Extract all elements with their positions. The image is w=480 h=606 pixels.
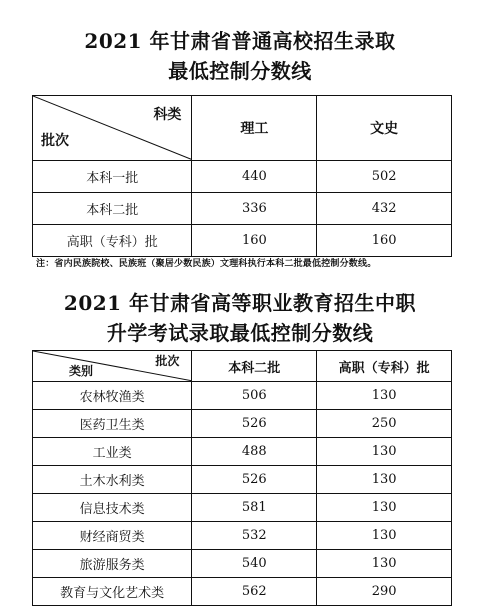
score-cell: 130 <box>317 494 452 522</box>
table-header-row <box>33 96 452 161</box>
score-cell: 440 <box>192 161 317 193</box>
doc-title-2-line-1: 2021 年甘肃省高等职业教育招生中职 <box>63 291 417 315</box>
header-vocational-batch: 高职（专科）批 <box>317 351 452 382</box>
row-name: 教育与文化艺术类 <box>33 578 192 606</box>
score-cell: 532 <box>192 522 317 550</box>
table-header-row <box>33 351 452 382</box>
diagonal-header-cell <box>33 351 192 382</box>
row-name: 高职（专科）批 <box>33 225 192 257</box>
header-batch-label: 批次 <box>41 133 69 149</box>
header-science: 理工 <box>192 96 317 161</box>
score-cell: 506 <box>192 382 317 410</box>
table-row <box>33 161 452 193</box>
doc-title-1-line-2: 最低控制分数线 <box>168 59 312 83</box>
row-name: 本科二批 <box>33 193 192 225</box>
doc-title-1-line-1: 2021 年甘肃省普通高校招生录取 <box>84 29 396 53</box>
table-row <box>33 438 452 466</box>
row-name: 本科一批 <box>33 161 192 193</box>
header-category-label: 类别 <box>69 364 94 378</box>
score-table-vocational <box>32 350 452 606</box>
table-row <box>33 193 452 225</box>
score-cell: 130 <box>317 438 452 466</box>
row-name: 信息技术类 <box>33 494 192 522</box>
score-cell: 336 <box>192 193 317 225</box>
row-name: 工业类 <box>33 438 192 466</box>
score-cell: 432 <box>317 193 452 225</box>
table-row <box>33 382 452 410</box>
table-row <box>33 410 452 438</box>
score-cell: 250 <box>317 410 452 438</box>
header-batch-label: 批次 <box>155 354 180 368</box>
score-cell: 581 <box>192 494 317 522</box>
score-cell: 526 <box>192 410 317 438</box>
table-row <box>33 225 452 257</box>
score-cell: 160 <box>192 225 317 257</box>
score-cell: 526 <box>192 466 317 494</box>
score-cell: 130 <box>317 522 452 550</box>
header-undergrad-batch-2: 本科二批 <box>192 351 317 382</box>
diagonal-header-cell <box>33 96 192 161</box>
table-row <box>33 522 452 550</box>
score-cell: 562 <box>192 578 317 606</box>
score-cell: 130 <box>317 466 452 494</box>
row-name: 医药卫生类 <box>33 410 192 438</box>
score-cell: 130 <box>317 550 452 578</box>
header-subject-label: 科类 <box>153 107 182 123</box>
score-cell: 488 <box>192 438 317 466</box>
table-row <box>33 578 452 606</box>
table-note: 注：省内民族院校、民族班（聚居少数民族）文理科执行本科二批最低控制分数线。 <box>36 259 377 269</box>
doc-title-2-line-2: 升学考试录取最低控制分数线 <box>106 321 374 345</box>
table-row <box>33 494 452 522</box>
row-name: 旅游服务类 <box>33 550 192 578</box>
score-cell: 160 <box>317 225 452 257</box>
row-name: 土木水利类 <box>33 466 192 494</box>
header-liberal-arts: 文史 <box>317 96 452 161</box>
score-cell: 290 <box>317 578 452 606</box>
score-cell: 130 <box>317 382 452 410</box>
row-name: 财经商贸类 <box>33 522 192 550</box>
score-table-general <box>32 95 452 257</box>
table-row <box>33 550 452 578</box>
row-name: 农林牧渔类 <box>33 382 192 410</box>
score-cell: 540 <box>192 550 317 578</box>
table-row <box>33 466 452 494</box>
score-cell: 502 <box>317 161 452 193</box>
